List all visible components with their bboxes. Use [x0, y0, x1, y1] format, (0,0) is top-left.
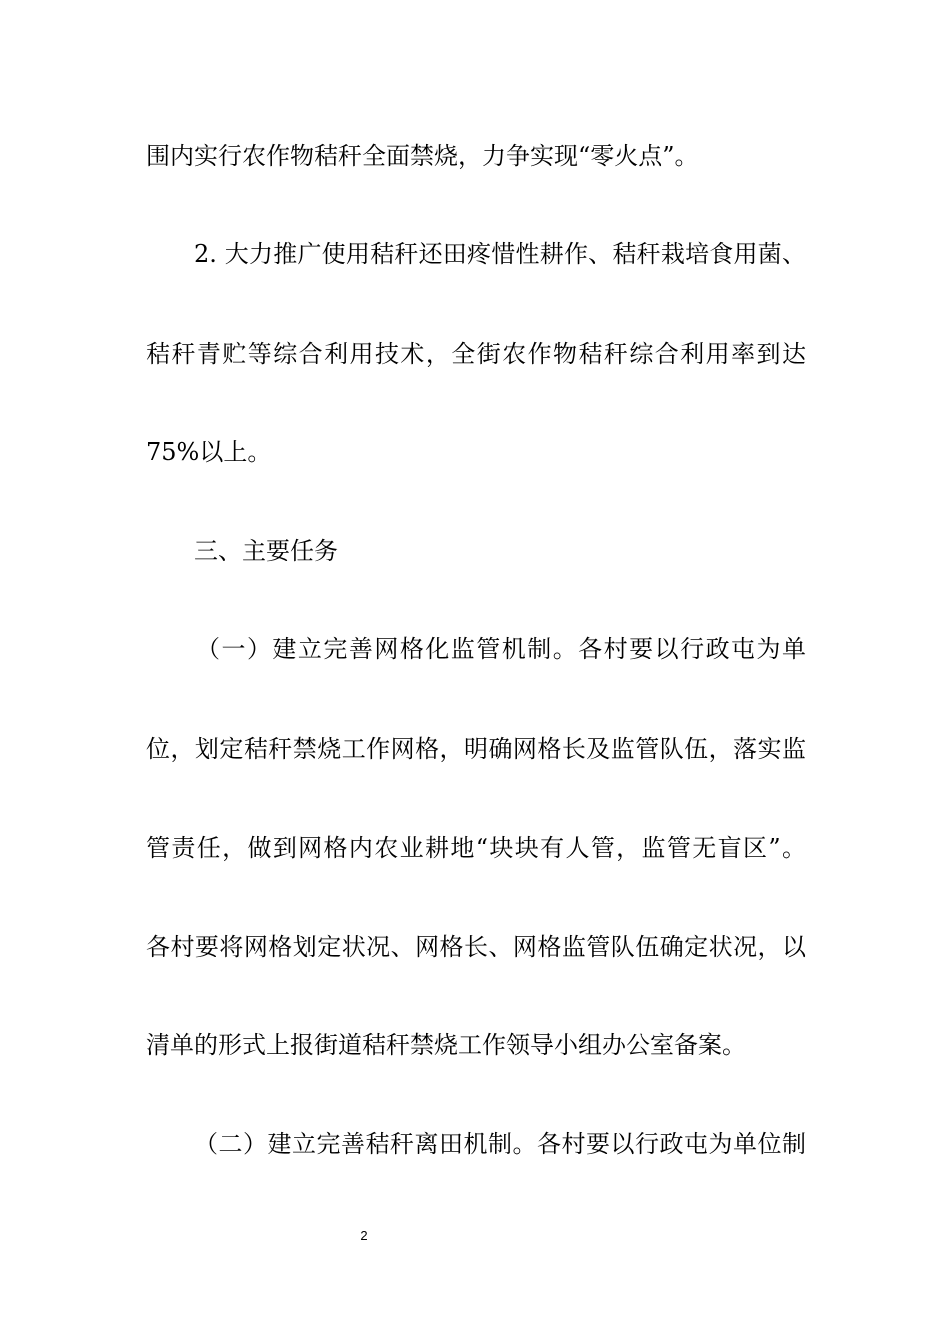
paragraph-line: 位，划定秸秆禁烧工作网格，明确网格长及监管队伍，落实监	[146, 735, 806, 763]
section-heading: 三、主要任务	[194, 537, 338, 565]
page-number: 2	[360, 1228, 368, 1243]
paragraph-line: 2. 大力推广使用秸秆还田疼惜性耕作、秸秆栽培食用菌、	[194, 240, 806, 268]
paragraph-line: 75%以上。	[146, 438, 272, 466]
paragraph-line: 清单的形式上报街道秸秆禁烧工作领导小组办公室备案。	[146, 1031, 746, 1059]
paragraph-line: 围内实行农作物秸秆全面禁烧，力争实现“零火点”。	[146, 142, 699, 170]
paragraph-line: 管责任，做到网格内农业耕地“块块有人管，监管无盲区”。	[146, 834, 806, 862]
paragraph-line: 秸秆青贮等综合利用技术，全街农作物秸秆综合利用率到达	[146, 340, 806, 368]
paragraph-line: （二）建立完善秸秆离田机制。各村要以行政屯为单位制	[194, 1130, 806, 1158]
paragraph-line: 各村要将网格划定状况、网格长、网格监管队伍确定状况，以	[146, 933, 806, 961]
paragraph-line: （一）建立完善网格化监管机制。各村要以行政屯为单	[196, 635, 806, 663]
